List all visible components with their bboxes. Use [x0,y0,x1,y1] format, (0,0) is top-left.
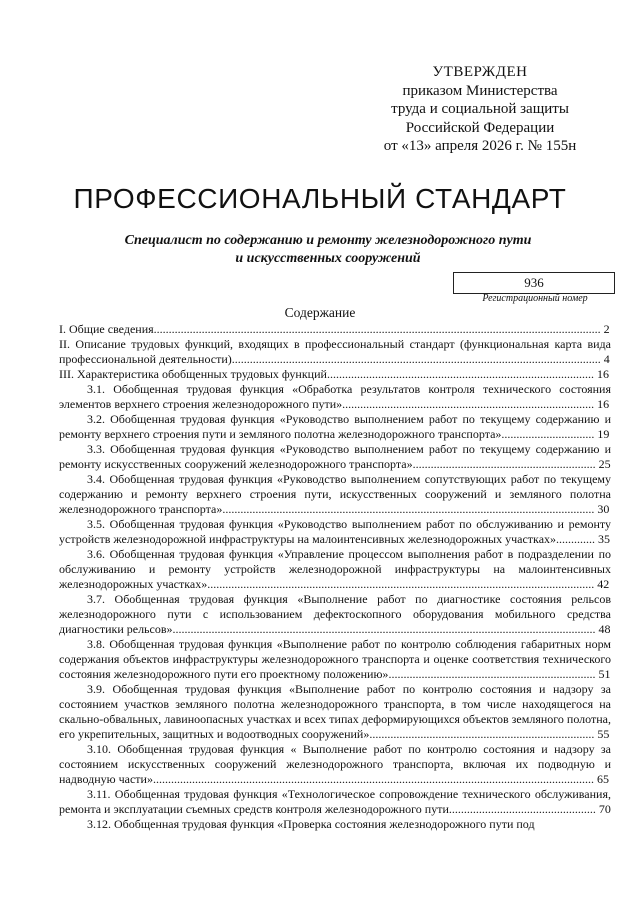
standard-name [60,232,596,268]
toc-entry-title: 3.5. Обобщенная трудовая функция «Руководство выполнением работ по обслуживанию и ремонту устройств железнодорожной инфраструктуры на малоинтенсивных железнодорожных участках» [59,517,611,546]
toc-entry [59,787,611,817]
toc-entry-page: 55 [594,727,610,741]
toc-entry-title: 3.1. Обобщенная трудовая функция «Обработка результатов контроля технического состояния элементов верхнего строения железнодорожного пути» [59,382,611,411]
toc-dot-leader: ................................................................................................................................................... [152,772,594,786]
approval-line-order: приказом Министерства [402,82,558,99]
toc-dot-leader: ................................................................................................................................. [207,577,595,591]
toc-dot-leader: ........................................................................................................................... [231,352,601,366]
toc-entry-title: I. Общие сведения [59,322,154,336]
approval-line-approved: УТВЕРЖДЕН [432,64,528,80]
toc-entry-title: 3.7. Обобщенная трудовая функция «Выполнение работ по диагностике состояния рельсов железнодорожного пути с использованием дефектоскопного оборудования мобильного средства диагностики рельсов» [59,592,611,636]
document-title: ПРОФЕССИОНАЛЬНЫЙ СТАНДАРТ [73,183,567,214]
toc-entry-page: 25 [595,457,611,471]
toc-dot-leader: ............................................................................................................................................. [172,622,596,636]
toc-dot-leader: ..................................................................... [388,667,596,681]
toc-dot-leader: ..................................................................................................................................................... [153,322,601,336]
toc-entry [59,682,611,742]
toc-dot-leader: ............. [556,532,596,546]
toc-entry [59,742,611,787]
toc-entry-title: 3.8. Обобщенная трудовая функция «Выполнение работ по контролю соблюдения габаритных норм содержания объектов инфраструктуры железнодорожного транспорта и оценке соответствия технического состояния железнодорожного пути его проектному положению» [59,637,611,681]
toc-entry [59,472,611,517]
toc-dot-leader: ............................... [501,427,595,441]
toc-entry-page: 42 [594,577,610,591]
toc-entry-page: 35 [595,532,611,546]
toc-entry [59,412,611,442]
toc-entry [59,817,611,832]
toc-entry-title: 3.9. Обобщенная трудовая функция «Выполнение работ по контролю состояния и надзору за состоянием участков земляного полотна железнодорожного транспорта, в том числе находящегося на скально-обвальных, лавиноопасных участках и всех типах деформирующихся объектов земляного полотна, его укрепительных, защитных и водоотводных сооружений» [59,682,611,741]
toc-entry [59,547,611,592]
toc-entry-title: II. Описание трудовых функций, входящих в профессиональный стандарт (функциональная карта вида профессиональной деятельности) [59,337,611,366]
approval-line-ministry: труда и социальной защиты [391,101,569,117]
toc-entry-title: 3.6. Обобщенная трудовая функция «Управление процессом выполнения работ в подразделении по обслуживанию и ремонту устройств железнодорожной инфраструктуры на малоинтенсивных железнодорожных участках» [59,547,611,591]
toc-entry [59,367,611,382]
approval-line-country: Российской Федерации [405,119,555,136]
toc-entry-page: 30 [594,502,610,516]
registration-number-box: 936 [453,272,615,294]
toc-entry-page: 48 [595,622,611,636]
toc-entry-page: 65 [593,772,609,786]
standard-name-line-2: и искусственных сооружений [235,251,421,266]
toc-entry [59,517,611,547]
toc-entry [59,592,611,637]
toc-entry-title: 3.2. Обобщенная трудовая функция «Руководство выполнением работ по текущему содержанию и ремонту верхнего строения пути и земляного полотна железнодорожного транспорта» [59,412,611,441]
toc-dot-leader: ............................................................. [412,457,596,471]
toc-entry [59,442,611,472]
toc-dot-leader: ............................................................................................................................ [222,502,595,516]
toc-entry [59,322,611,337]
toc-entry-page: 16 [594,397,610,411]
toc-entry-page: 19 [594,427,610,441]
approval-stamp [355,63,605,156]
toc-entry-title: 3.10. Обобщенная трудовая функция « Выполнение работ по контролю состояния и надзору за состоянием искусственных сооружений железнодорожного транспорта, включая их подводную и надводную части» [59,742,611,786]
registration-number-caption: Регистрационный номер [482,293,588,304]
toc-entry-title: 3.3. Обобщенная трудовая функция «Руководство выполнением работ по текущему содержанию и ремонту искусственных сооружений железнодорожного транспорта» [59,442,611,471]
toc-entry-page: 2 [600,322,610,336]
approval-line-date: от «13» апреля 2026 г. № 155н [383,138,577,154]
toc-entry-page: 70 [595,802,611,816]
toc-entry-page: 4 [600,352,610,366]
toc-dot-leader: ........................................................................... [369,727,595,741]
toc-entry-title: III. Характеристика обобщенных трудовых функций [59,367,327,381]
table-of-contents [59,322,611,832]
toc-dot-leader: ................................................. [448,802,596,816]
toc-entry-page: 51 [595,667,611,681]
toc-entry [59,382,611,412]
toc-entry-title: 3.12. Обобщенная трудовая функция «Проверка состояния железнодорожного пути под [87,817,535,831]
toc-dot-leader: .................................................................................... [342,397,595,411]
standard-name-line-1: Специалист по содержанию и ремонту железнодорожного пути [124,233,532,248]
toc-entry-page: 16 [593,367,609,381]
toc-entry [59,337,611,367]
toc-entry [59,637,611,682]
toc-entry-title: 3.11. Обобщенная трудовая функция «Технологическое сопровождение технического обслуживания, ремонта и эксплуатации съемных средств контроля железнодорожного пути [59,787,611,816]
toc-dot-leader: ......................................................................................... [326,367,594,381]
toc-entry-title: 3.4. Обобщенная трудовая функция «Руководство выполнением сопутствующих работ по текущему содержанию и ремонту верхнего строения пути, искусственных сооружений и земляного полотна железнодорожного транспорта» [59,472,611,516]
toc-heading: Содержание [284,305,356,320]
